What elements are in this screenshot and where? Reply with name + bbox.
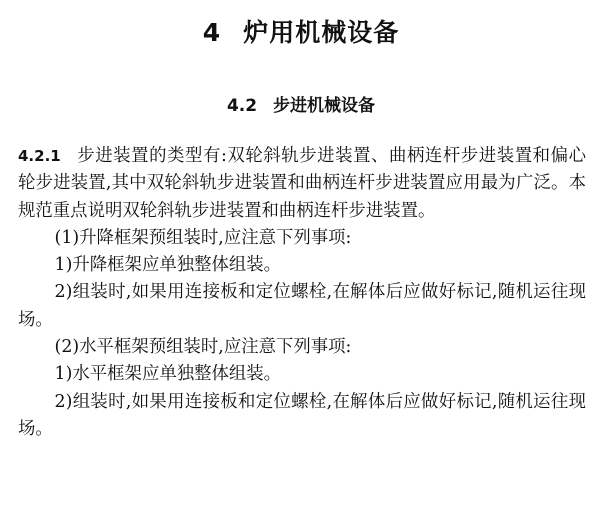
section-title: 步进机械设备 <box>273 96 376 116</box>
list-item: 2)组装时,如果用连接板和定位螺栓,在解体后应做好标记,随机运往现场。 <box>18 282 586 330</box>
list-item: 1)水平框架应单独整体组装。 <box>54 364 282 385</box>
clause-paragraph <box>18 143 586 225</box>
clause-number: 4.2.1 <box>18 147 61 165</box>
section-heading <box>0 94 602 118</box>
body-text <box>18 143 586 443</box>
section-number: 4.2 <box>226 96 258 116</box>
clause-text: 步进装置的类型有:双轮斜轨步进装置、曲柄连杆步进装置和偏心轮步进装置,其中双轮斜轨步进装置和曲柄连杆步进装置应用最为广泛。本规范重点说明双轮斜轨步进装置和曲柄连杆步进装置。 <box>18 146 586 221</box>
list-item: (1)升降框架预组装时,应注意下列事项: <box>54 227 352 248</box>
chapter-title: 炉用机械设备 <box>243 18 400 47</box>
chapter-heading <box>0 16 602 50</box>
list-item: 2)组装时,如果用连接板和定位螺栓,在解体后应做好标记,随机运往现场。 <box>18 391 586 439</box>
chapter-number: 4 <box>202 18 222 47</box>
list-item: (2)水平框架预组装时,应注意下列事项: <box>54 337 352 358</box>
list-item: 1)升降框架应单独整体组装。 <box>54 255 282 276</box>
